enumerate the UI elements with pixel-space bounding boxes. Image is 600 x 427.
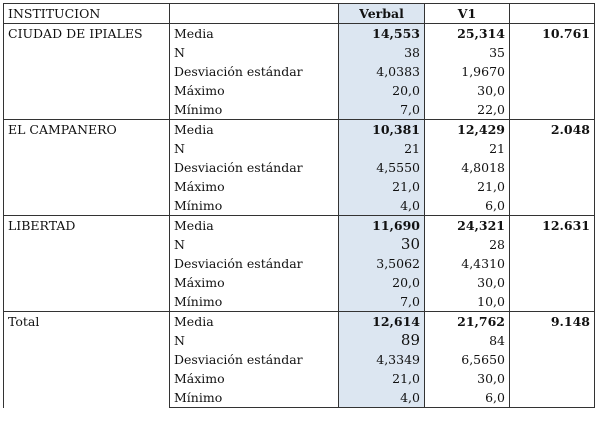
verbal-value: 20,0 [339,273,425,292]
verbal-value: 14,553 [339,24,425,44]
v1-value: 10,0 [425,292,510,312]
stat-label: Máximo [170,177,339,196]
stat-label: Mínimo [170,292,339,312]
v1-value: 28 [425,235,510,254]
v1-value: 4,8018 [425,158,510,177]
v1-value: 6,5650 [425,350,510,369]
v1-value: 30,0 [425,273,510,292]
difference-empty [510,62,595,81]
stat-label: Mínimo [170,388,339,408]
verbal-value: 4,0 [339,388,425,408]
verbal-value: 3,5062 [339,254,425,273]
v1-value: 12,429 [425,120,510,140]
stat-label: N [170,235,339,254]
stat-label: Máximo [170,369,339,388]
verbal-value: 89 [339,331,425,350]
verbal-value: 21,0 [339,177,425,196]
difference-value: 9.148 [510,312,595,332]
v1-value: 22,0 [425,100,510,120]
header-stat-blank [170,4,339,24]
header-row [4,4,595,24]
v1-value: 6,0 [425,388,510,408]
v1-value: 84 [425,331,510,350]
stat-label: Media [170,24,339,44]
v1-value: 21,762 [425,312,510,332]
verbal-value: 7,0 [339,100,425,120]
difference-empty [510,139,595,158]
difference-empty [510,350,595,369]
difference-empty [510,331,595,350]
table-row [4,216,595,236]
header-institucion: INSTITUCION [4,4,170,24]
institution-name: CIUDAD DE IPIALES [4,24,170,120]
statistics-table [3,3,595,408]
stat-label: N [170,43,339,62]
difference-empty [510,388,595,408]
difference-value: 12.631 [510,216,595,236]
verbal-value: 4,3349 [339,350,425,369]
verbal-value: 38 [339,43,425,62]
verbal-value: 4,0 [339,196,425,216]
stat-label: Desviación estándar [170,350,339,369]
stat-label: Mínimo [170,196,339,216]
verbal-value: 4,5550 [339,158,425,177]
v1-value: 6,0 [425,196,510,216]
v1-value: 24,321 [425,216,510,236]
header-diff-blank [510,4,595,24]
difference-empty [510,43,595,62]
table-row [4,24,595,44]
verbal-value: 10,381 [339,120,425,140]
difference-empty [510,100,595,120]
difference-empty [510,177,595,196]
stat-label: Desviación estándar [170,158,339,177]
difference-empty [510,292,595,312]
table-body [4,4,595,408]
difference-empty [510,196,595,216]
table-row [4,312,595,332]
stat-label: Desviación estándar [170,62,339,81]
stat-label: Media [170,312,339,332]
v1-value: 30,0 [425,369,510,388]
verbal-value: 30 [339,235,425,254]
v1-value: 4,4310 [425,254,510,273]
verbal-value: 12,614 [339,312,425,332]
stat-label: Media [170,216,339,236]
difference-empty [510,254,595,273]
institution-name: LIBERTAD [4,216,170,312]
difference-empty [510,369,595,388]
stat-label: Media [170,120,339,140]
v1-value: 21,0 [425,177,510,196]
v1-value: 21 [425,139,510,158]
header-v1: V1 [425,4,510,24]
institution-name: Total [4,312,170,408]
stat-label: N [170,331,339,350]
stat-label: Mínimo [170,100,339,120]
verbal-value: 21 [339,139,425,158]
difference-empty [510,81,595,100]
difference-empty [510,273,595,292]
difference-empty [510,235,595,254]
v1-value: 30,0 [425,81,510,100]
stat-label: N [170,139,339,158]
stat-label: Máximo [170,273,339,292]
verbal-value: 21,0 [339,369,425,388]
difference-value: 10.761 [510,24,595,44]
difference-value: 2.048 [510,120,595,140]
header-verbal: Verbal [339,4,425,24]
verbal-value: 20,0 [339,81,425,100]
verbal-value: 11,690 [339,216,425,236]
institution-name: EL CAMPANERO [4,120,170,216]
verbal-value: 7,0 [339,292,425,312]
v1-value: 25,314 [425,24,510,44]
difference-empty [510,158,595,177]
table-row [4,120,595,140]
v1-value: 1,9670 [425,62,510,81]
stat-label: Máximo [170,81,339,100]
stat-label: Desviación estándar [170,254,339,273]
verbal-value: 4,0383 [339,62,425,81]
v1-value: 35 [425,43,510,62]
